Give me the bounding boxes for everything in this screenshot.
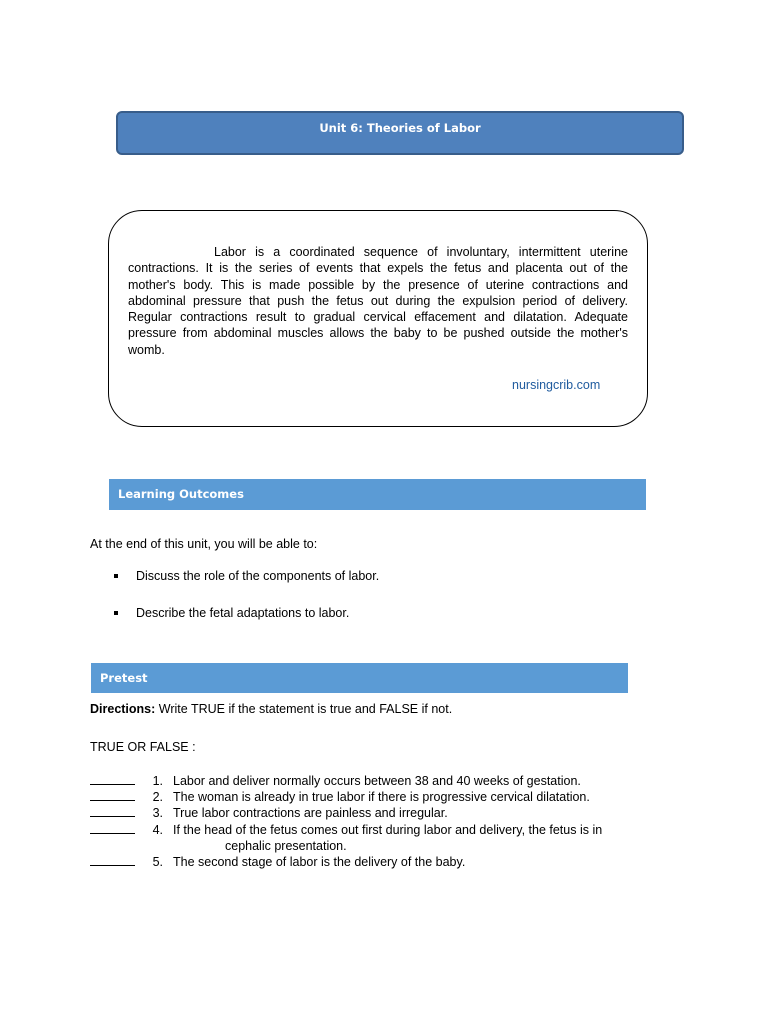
pretest-item <box>90 822 650 838</box>
true-false-heading: TRUE OR FALSE : <box>90 740 196 754</box>
answer-blank[interactable] <box>90 773 135 785</box>
item-number: 4. <box>152 822 163 837</box>
source-link[interactable]: nursingcrib.com <box>512 378 601 392</box>
learning-outcomes-header <box>109 479 646 510</box>
directions-label: Directions: <box>90 702 156 716</box>
item-statement: If the head of the fetus comes out first during labor and delivery, the fetus is in <box>173 822 603 837</box>
answer-blank[interactable] <box>90 805 135 817</box>
outcome-text: Describe the fetal adaptations to labor. <box>136 606 350 620</box>
intro-paragraph: Labor is a coordinated sequence of involuntary, intermittent uterine contractions. It is the series of events that expels the fetus and placenta out of the mother's body. This is made possible by the presence of uterine contractions and abdominal pressure that push the fetus out during the expulsion period of delivery. Regular contractions result to gradual cervical effacement and dilatation. Adequate pressure from abdominal muscles allows the baby to be pushed outside the mother's womb. <box>128 245 628 357</box>
intro-box <box>108 210 648 427</box>
unit-title-banner <box>116 111 684 155</box>
item-statement-continuation: cephalic presentation. <box>225 838 347 853</box>
learning-outcomes-title: Learning Outcomes <box>118 487 244 501</box>
learning-outcomes-intro: At the end of this unit, you will be able to: <box>90 537 318 551</box>
item-statement: The second stage of labor is the delivery of the baby. <box>173 855 466 870</box>
item-number: 2. <box>152 790 163 805</box>
item-number: 5. <box>152 855 163 870</box>
item-statement: True labor contractions are painless and irregular. <box>173 806 448 821</box>
bullet-square-icon <box>114 611 118 615</box>
pretest-items <box>90 773 650 870</box>
pretest-item <box>90 805 650 821</box>
answer-blank[interactable] <box>90 854 135 866</box>
item-number: 3. <box>152 806 163 821</box>
bullet-square-icon <box>114 574 118 578</box>
directions-text: Write TRUE if the statement is true and FALSE if not. <box>155 702 453 716</box>
unit-title: Unit 6: Theories of Labor <box>319 121 481 135</box>
answer-blank[interactable] <box>90 789 135 801</box>
pretest-title: Pretest <box>100 671 148 685</box>
pretest-item <box>90 789 650 805</box>
item-number: 1. <box>152 774 163 788</box>
pretest-item <box>90 854 650 870</box>
outcome-text: Discuss the role of the components of labor. <box>136 569 380 583</box>
pretest-item <box>90 773 650 789</box>
pretest-header <box>91 663 628 693</box>
item-statement: The woman is already in true labor if there is progressive cervical dilatation. <box>173 790 590 805</box>
item-statement: Labor and deliver normally occurs between 38 and 40 weeks of gestation. <box>173 774 581 788</box>
directions <box>90 702 452 716</box>
answer-blank[interactable] <box>90 822 135 834</box>
